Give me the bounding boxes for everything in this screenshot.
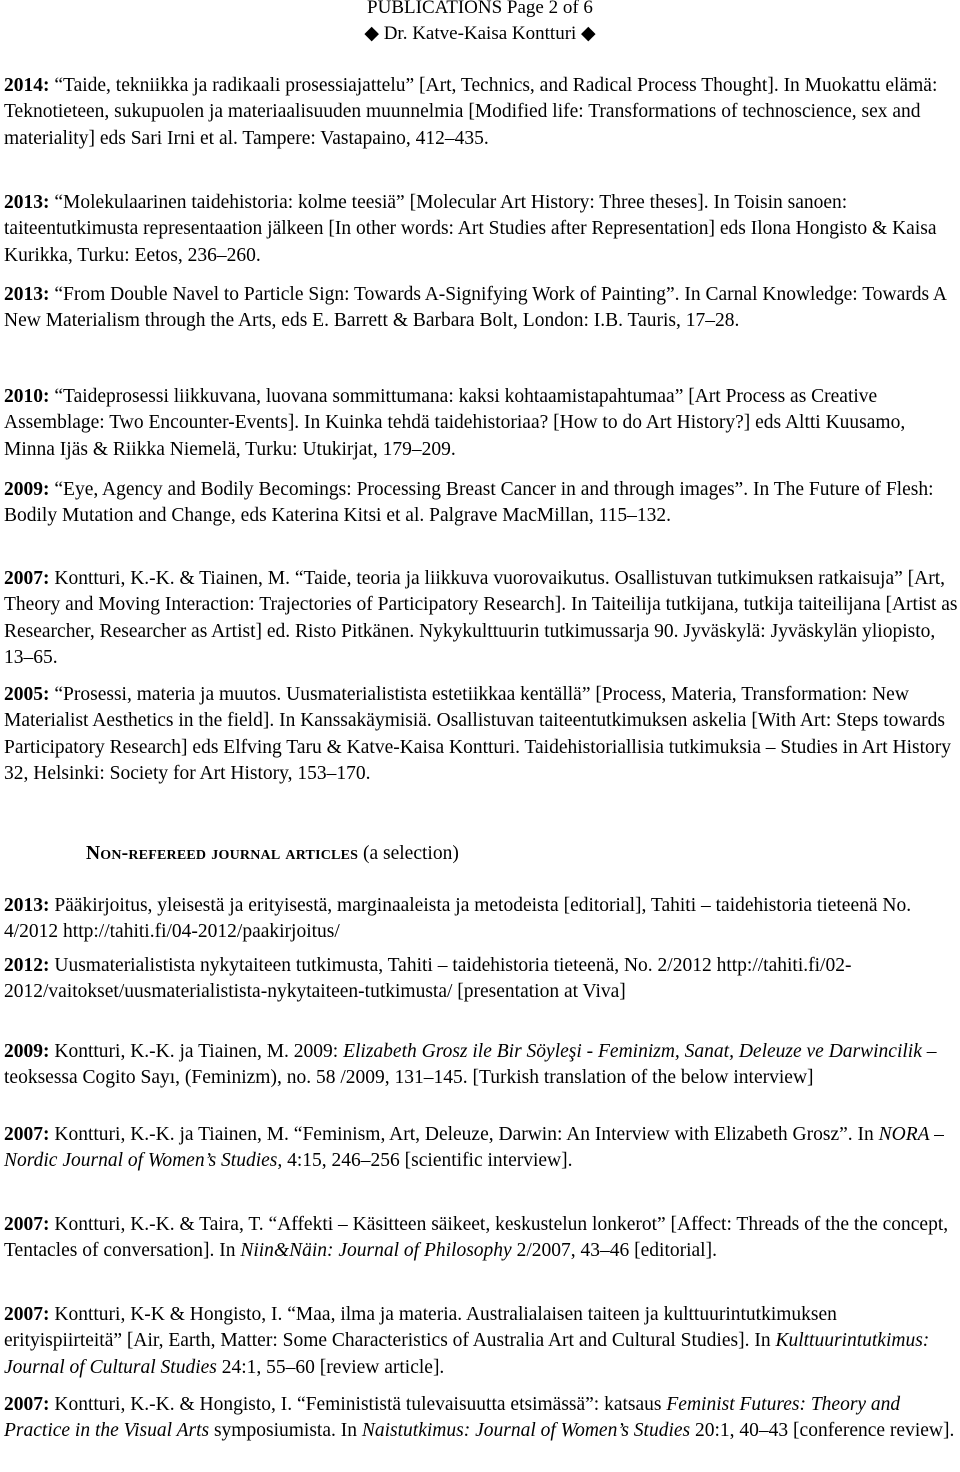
entry-text: Kontturi, K.-K. & Tiainen, M. “Taide, teoria ja liikkuva vuorovaikutus. Osallistuvan tutkimuksen ratkaisuja” [Art, Theory and Moving Interaction: Trajectories of Participatory Research]. In Taiteilija tutkijana, tutkija taiteilijana [Artist as Researcher, Researcher as Artist] ed. Risto Pitkänen. Nykykulttuurin tutkimussarja 90. Jyväskylä: Jyväskylän yliopisto, 13–65.: [4, 568, 958, 669]
entry-text: 24:1, 55–60 [review article].: [216, 1356, 445, 1378]
entry-text: Pääkirjoitus, yleisestä ja erityisestä, marginaaleista ja metodeista [editorial], Tahiti – taidehistoria tieteenä No. 4/2012 http://tahiti.fi/04-2012/paakirjoitus/: [4, 895, 912, 943]
entry-journal-italic: Naistutkimus: Journal of Women’s Studies: [361, 1420, 691, 1442]
publication-entry: [4, 566, 958, 672]
entry-year: 2009:: [4, 479, 50, 500]
entry-title-italic: Feminist Futures: Theory and Practice in the Visual Arts: [4, 1394, 901, 1442]
author-line: ◆ Dr. Katve-Kaisa Kontturi ◆: [364, 23, 596, 44]
entry-text: 4:15, 246–256 [scientific interview].: [282, 1150, 573, 1172]
entry-text: “From Double Navel to Particle Sign: Towards A-Signifying Work of Painting”. In Carnal Knowledge: Towards A New Materialism through the Arts, eds E. Barrett & Barbara Bolt, London: I.B. Tauris, 17–28.: [4, 284, 946, 332]
entry-title-italic: Elizabeth Grosz ile Bir Söyleşi - Feminizm, Sanat, Deleuze ve Darwincilik: [343, 1041, 922, 1062]
publication-entry: [4, 190, 958, 269]
entry-year: 2012:: [4, 955, 50, 976]
entry-year: 2007:: [4, 1124, 50, 1145]
publication-entry: [4, 477, 958, 530]
entry-text: Kontturi, K.-K. & Taira, T. “Affekti – Käsitteen säikeet, keskustelun lonkerot” [Affect: Threads of the the concept, Tentacles of conversation]. In: [4, 1214, 949, 1262]
entry-text: Kontturi, K.-K. ja Tiainen, M. 2009:: [49, 1041, 344, 1062]
entry-year: 2010:: [4, 386, 50, 407]
section-title: Non-refereed journal articles: [86, 843, 359, 864]
publication-entry: [4, 682, 958, 788]
article-entry: [4, 893, 958, 946]
entry-journal-italic: Kulttuurintutkimus: Journal of Cultural Studies: [4, 1330, 930, 1378]
article-entry: [4, 1212, 958, 1265]
article-entry: [4, 1392, 958, 1445]
entry-text: 20:1, 40–43 [conference review].: [690, 1420, 955, 1442]
entry-year: 2013:: [4, 895, 50, 916]
entry-text: – teoksessa Cogito Sayı, (Feminizm), no. 58 /2009, 131–145. [Turkish translation of the below interview]: [4, 1041, 937, 1089]
entry-year: 2007:: [4, 1304, 50, 1325]
page-header: PUBLICATIONS Page 2 of 6: [367, 0, 593, 18]
entry-year: 2005:: [4, 684, 50, 705]
section-subtitle: (a selection): [358, 843, 459, 864]
entry-year: 2013:: [4, 284, 50, 305]
entry-year: 2007:: [4, 1214, 50, 1235]
entry-text: “Prosessi, materia ja muutos. Uusmaterialistista estetiikkaa kentällä” [Process, Materia, Transformation: New Materialist Aesthetics in the field]. In Kanssakäymisiä. Osallistuvan taiteentutkimuksen askelia [With Art: Steps towards Participatory Research] eds Elfving Taru & Katve-Kaisa Kontturi. Taidehistoriallisia tutkimuksia – Studies in Art History 32, Helsinki: Society for Art History, 153–170.: [4, 684, 951, 785]
entry-year: 2013:: [4, 192, 50, 213]
entry-text: Kontturi, K.-K. & Hongisto, I. “Feminististä tulevaisuutta etsimässä”: katsaus: [49, 1394, 667, 1415]
entry-text: Kontturi, K-K & Hongisto, I. “Maa, ilma ja materia. Australialaisen taiteen ja kulttuurintutkimuksen erityispiirteitä” [Air, Earth, Matter: Some Characteristics of Australia Art and Cultural Studies]. In: [4, 1304, 837, 1352]
entry-text: “Taide, tekniikka ja radikaali prosessiajattelu” [Art, Technics, and Radical Process Thought]. In Muokattu elämä: Teknotieteen, sukupuolen ja materiaalisuuden muunnelmia [Modified life: Transformations of technoscience, sex and materiality] eds Sari Irni et al. Tampere: Vastapaino, 412–435.: [4, 75, 938, 149]
entry-journal-italic: Niin&Näin: Journal of Philosophy: [240, 1240, 512, 1262]
section-heading: [86, 841, 459, 867]
article-entry: [4, 1302, 958, 1381]
article-entry: [4, 1122, 958, 1175]
entry-text: Uusmaterialistista nykytaiteen tutkimusta, Tahiti – taidehistoria tieteenä, No. 2/2012 http://tahiti.fi/02-2012/vaitokset/uusmaterialistista-nykytaiteen-tutkimusta/ [presentation at Viva]: [4, 955, 852, 1003]
article-entry: [4, 953, 958, 1006]
publication-entry: [4, 282, 958, 335]
entry-text: “Eye, Agency and Bodily Becomings: Processing Breast Cancer in and through images”. In The Future of Flesh: Bodily Mutation and Change, eds Katerina Kitsi et al. Palgrave MacMillan, 115–132.: [4, 479, 934, 527]
entry-text: “Molekulaarinen taidehistoria: kolme teesiä” [Molecular Art History: Three theses]. In Toisin sanoen: taiteentutkimusta representaation jälkeen [In other words: Art Studies after Representation] eds Ilona Hongisto & Kaisa Kurikka, Turku: Eetos, 236–260.: [4, 192, 937, 266]
entry-year: 2009:: [4, 1041, 50, 1062]
entry-text: Kontturi, K.-K. ja Tiainen, M. “Feminism, Art, Deleuze, Darwin: An Interview with Elizabeth Grosz”. In: [49, 1124, 879, 1145]
entry-text: symposiumista. In: [209, 1420, 362, 1442]
entry-text: “Taideprosessi liikkuvana, luovana sommittumana: kaksi kohtaamistapahtumaa” [Art Process as Creative Assemblage: Two Encounter-Events]. In Kuinka tehdä taidehistoriaa? [How to do Art History?] eds Altti Kuusamo, Minna Ijäs & Riikka Niemelä, Turku: Utukirjat, 179–209.: [4, 386, 906, 460]
publication-entry: [4, 73, 958, 152]
entry-year: 2007:: [4, 568, 50, 589]
entry-text: 2/2007, 43–46 [editorial].: [511, 1240, 717, 1262]
entry-journal-italic: NORA – Nordic Journal of Women’s Studies,: [4, 1124, 944, 1172]
article-entry: [4, 1039, 958, 1092]
publication-entry: [4, 384, 958, 463]
entry-year: 2007:: [4, 1394, 50, 1415]
entry-year: 2014:: [4, 75, 50, 96]
